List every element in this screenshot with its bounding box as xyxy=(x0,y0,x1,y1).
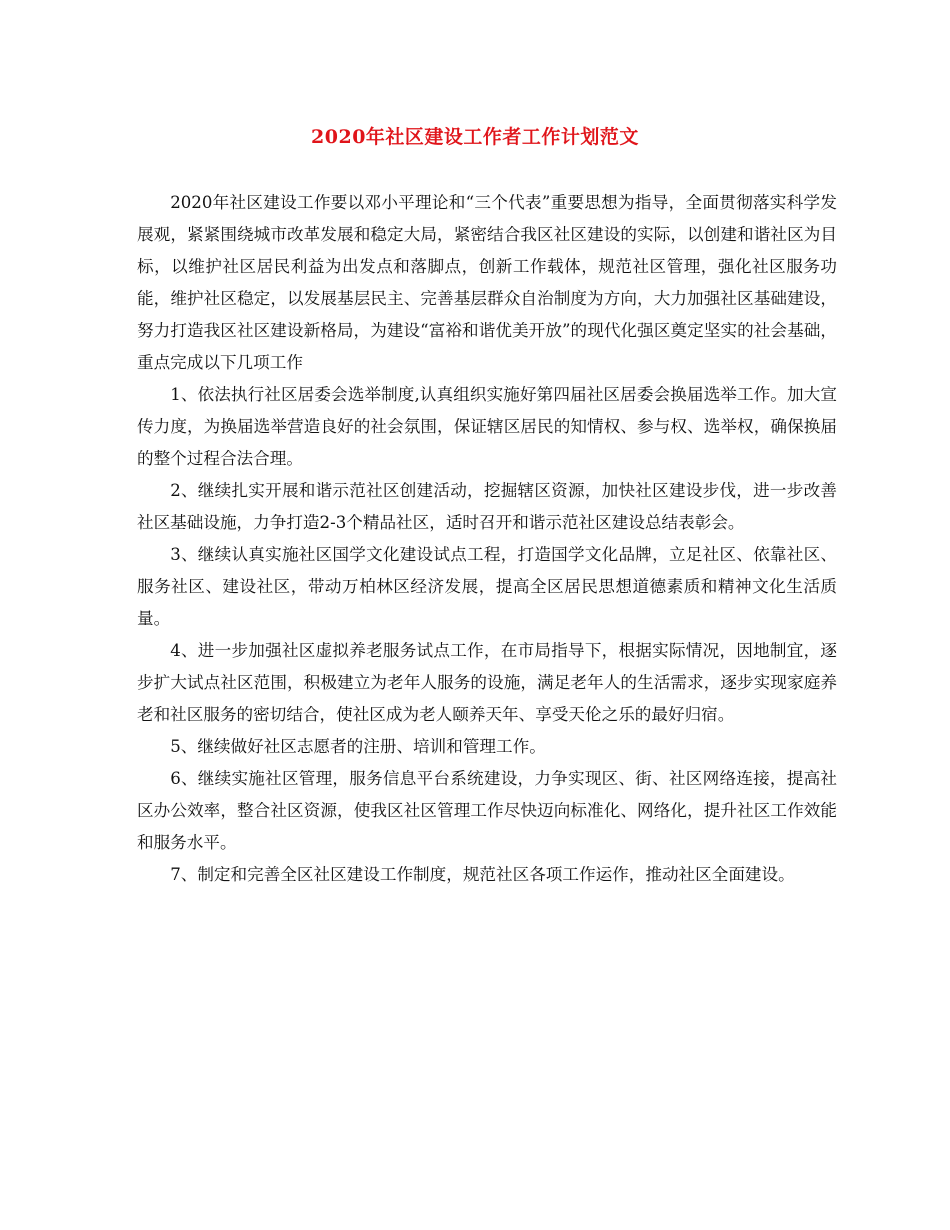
item-paragraph-5: 5、继续做好社区志愿者的注册、培训和管理工作。 xyxy=(170,737,546,756)
item-paragraph-2: 2、继续扎实开展和谐示范社区创建活动，挖掘辖区资源，加快社区建设步伐，进一步改善社区基础设施，力争打造2-3个精品社区，适时召开和谐示范社区建设总结表彰会。 xyxy=(137,481,837,532)
item-paragraph-4: 4、进一步加强社区虚拟养老服务试点工作，在市局指导下，根据实际情况，因地制宜，逐步扩大试点社区范围，积极建立为老年人服务的设施，满足老年人的生活需求，逐步实现家庭养老和社区服务的密切结合，使社区成为老人颐养天年、享受天伦之乐的最好归宿。 xyxy=(137,641,837,724)
item-paragraph-3: 3、继续认真实施社区国学文化建设试点工程，打造国学文化品牌，立足社区、依靠社区、服务社区、建设社区，带动万柏林区经济发展，提高全区居民思想道德素质和精神文化生活质量。 xyxy=(137,545,837,628)
document-body xyxy=(137,187,837,891)
item-paragraph-7: 7、制定和完善全区社区建设工作制度，规范社区各项工作运作，推动社区全面建设。 xyxy=(170,865,795,884)
document-title: 2020年社区建设工作者工作计划范文 xyxy=(311,126,639,148)
intro-paragraph: 2020年社区建设工作要以邓小平理论和“三个代表”重要思想为指导，全面贯彻落实科学发展观，紧紧围绕城市改革发展和稳定大局，紧密结合我区社区建设的实际，以创建和谐社区为目标，以维护社区居民利益为出发点和落脚点，创新工作载体，规范社区管理，强化社区服务功能，维护社区稳定，以发展基层民主、完善基层群众自治制度为方向，大力加强社区基础建设，努力打造我区社区建设新格局，为建设“富裕和谐优美开放”的现代化强区奠定坚实的社会基础，重点完成以下几项工作 xyxy=(137,193,837,372)
item-paragraph-6: 6、继续实施社区管理，服务信息平台系统建设，力争实现区、街、社区网络连接，提高社区办公效率，整合社区资源，使我区社区管理工作尽快迈向标准化、网络化，提升社区工作效能和服务水平。 xyxy=(137,769,837,852)
item-paragraph-1: 1、依法执行社区居委会选举制度,认真组织实施好第四届社区居委会换届选举工作。加大宣传力度，为换届选举营造良好的社会氛围，保证辖区居民的知情权、参与权、选举权，确保换届的整个过程合法合理。 xyxy=(137,385,837,468)
